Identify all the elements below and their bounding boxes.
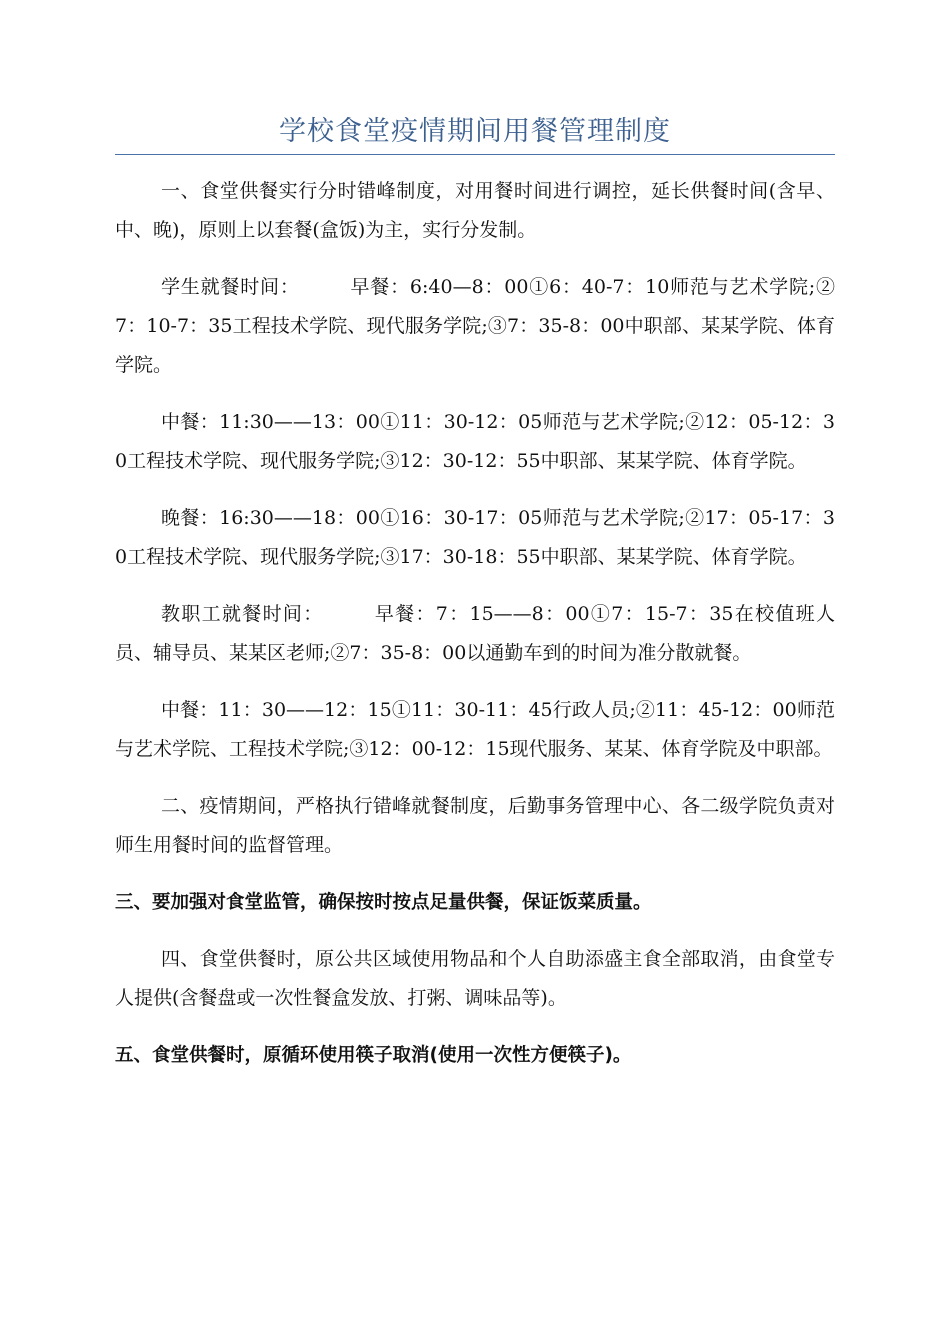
paragraph-text: 二、疫情期间，严格执行错峰就餐制度，后勤事务管理中心、各二级学院负责对师生用餐时间的监督管理。 [115,795,835,856]
page-title: 学校食堂疫情期间用餐管理制度 [279,116,671,147]
paragraph-text: 中餐：11:30——13：00①11：30-12：05师范与艺术学院;②12：05-12：30工程技术学院、现代服务学院;③12：30-12：55中职部、某某学院、体育学院。 [115,411,835,472]
paragraph-text: 三、要加强对食堂监管，确保按时按点足量供餐，保证饭菜质量。 [115,892,652,913]
paragraph-text: 一、食堂供餐实行分时错峰制度，对用餐时间进行调控，延长供餐时间(含早、中、晚)，原则上以套餐(盒饭)为主，实行分发制。 [115,180,835,241]
paragraph-text: 五、食堂供餐时，原循环使用筷子取消(使用一次性方便筷子)。 [115,1045,632,1066]
paragraph-label: 学生就餐时间： [161,276,300,298]
document-body [115,172,835,1093]
paragraph-student-schedule [115,268,835,385]
paragraph-1 [115,172,835,250]
paragraph-student-lunch [115,403,835,481]
paragraph-staff-lunch [115,691,835,769]
paragraph-4 [115,940,835,1018]
paragraph-5-bold [115,1036,835,1075]
paragraph-label: 教职工就餐时间： [161,603,324,625]
paragraph-3-bold [115,883,835,922]
paragraph-text: 四、食堂供餐时，原公共区域使用物品和个人自助添盛主食全部取消，由食堂专人提供(含餐盘或一次性餐盒发放、打粥、调味品等)。 [115,948,835,1009]
paragraph-staff-schedule [115,595,835,673]
paragraph-student-dinner [115,499,835,577]
paragraph-text: 中餐：11：30——12：15①11：30-11：45行政人员;②11：45-12：00师范与艺术学院、工程技术学院;③12：00-12：15现代服务、某某、体育学院及中职部。 [115,699,835,760]
paragraph-text: 早餐：7：15——8：00①7：15-7：35在校值班人员、辅导员、某某区老师;②7：35-8：00以通勤车到的时间为准分散就餐。 [115,603,835,664]
paragraph-text: 晚餐：16:30——18：00①16：30-17：05师范与艺术学院;②17：05-17：30工程技术学院、现代服务学院;③17：30-18：55中职部、某某学院、体育学院。 [115,507,835,568]
paragraph-text: 早餐：6:40—8：00①6：40-7：10师范与艺术学院;②7：10-7：35工程技术学院、现代服务学院;③7：35-8：00中职部、某某学院、体育学院。 [115,276,835,376]
title-underline [115,154,835,155]
paragraph-2 [115,787,835,865]
